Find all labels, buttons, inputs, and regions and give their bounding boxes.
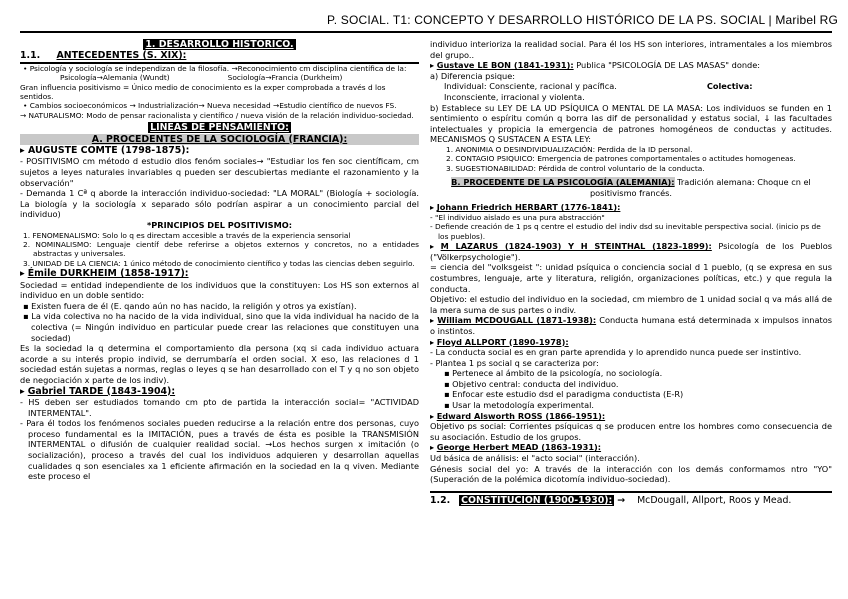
lineas-heading: LINEAS DE PENSAMIENTO: bbox=[150, 122, 289, 134]
allport-point-2: - Plantea 1 ps social q se caracteriza por: bbox=[430, 357, 599, 368]
antecedentes-positivismo: Gran influencia positivismo = Único medio de conocimiento es la exper comprobada a través d los sentidos. bbox=[20, 82, 386, 102]
lebon-heading: ▸ Gustave LE BON (1841-1931): Publica "PSICOLOGÍA DE LAS MASAS" donde: bbox=[430, 60, 761, 71]
section-1-2-heading: 1.2. CONSTITUCION (1900-1930): → McDougall, Allport, Roos y Mead. bbox=[430, 491, 832, 506]
lazarus-objetivo: Objetivo: el estudio del individuo en la sociedad, cm miembro de 1 unidad social q va más allá de la mera suma de sus partes o indiv. bbox=[430, 294, 832, 315]
allport-point-1: - La conducta social es en gran parte aprendida y lo aprendido nunca puede ser instintivo. bbox=[430, 347, 802, 358]
tarde-point-1: - HS deben ser estudiados tomando cm pto de partida la interacción social= "ACTIVIDAD INTERMENTAL". bbox=[20, 397, 419, 418]
antecedentes-disciplines: Psicología→Alemania (Wundt) Sociología→Francia (Durkheim) bbox=[60, 73, 343, 83]
principio-1: 1. FENOMENALISMO: Solo lo q es directam accesible a través de la experiencia sensorial bbox=[23, 230, 351, 240]
section-1-heading: 1. DESARROLLO HISTÓRICO. bbox=[145, 39, 294, 50]
lazarus-volksgeist: = ciencia del "volksgeist ": unidad psíquica o conciencia social d 1 pueblo, (q se expresa en sus costumbres, lenguaje, arte y literatura, religión, organizaciones políticas, etc.) y que regula la conducta. bbox=[430, 262, 832, 294]
document-author: Maribel RG bbox=[775, 13, 838, 27]
antecedentes-item-2: • Cambios socioeconómicos → Industrialización→ Nueva necesidad →Estudio científico de nuevos FS. bbox=[23, 101, 397, 111]
allport-sub-3: ▪ Enfocar este estudio dsd el paradigma conductista (E-R) bbox=[444, 389, 684, 400]
durkheim-sociedad: Sociedad = entidad independiente de los individuos que la constituyen: Los HS son externos al individuo en un doble sentido: bbox=[20, 279, 419, 301]
durkheim-point-1: ▪ Existen fuera de él (E. qando aún no has nacido, la religión y otros ya existían). bbox=[23, 300, 357, 311]
lebon-mecanismo-3: 3. SUGESTIONABILIDAD: Pérdida de control voluntario de la conducta. bbox=[446, 163, 705, 173]
allport-sub-1: ▪ Pertenece al ámbito de la psicología, no sociología. bbox=[444, 368, 663, 379]
section-1-1-heading: 1.1. ANTECEDENTES (S. XIX): bbox=[20, 50, 419, 63]
ross-objetivo: Objetivo ps social: Corrientes psíquicas q se producen entre los hombres como consecuencia de su asociación. Estudio de los grupos. bbox=[430, 421, 832, 442]
section-b-heading: B. PROCEDENTE DE LA PSICOLOGÍA (ALEMANIA): Tradición alemana: Choque cn el positivismo francés. bbox=[451, 177, 811, 198]
comte-heading: ▸ AUGUSTE COMTE (1798-1875): bbox=[20, 145, 190, 157]
lebon-b: b) Establece su LEY DE LA UD PSÍQUICA O MENTAL DE LA MASA: Los individuos se funden en 1 sentimiento o espíritu común q borra las dif de personalidad y estatus social, ↓ las facultades intelectuales y propicia la emergencia de patrones homogéneos de conductas y actitudes. MECANISMOS Q SUSTACEN A ESTA LEY: bbox=[430, 102, 832, 145]
herbart-heading: ▸ Johann Friedrich HERBART (1776-1841): bbox=[430, 202, 621, 213]
lebon-mecanismo-2: 2. CONTAGIO PSIQUICO: Emergencia de patrones comportamentales o actitudes homogeneas. bbox=[446, 154, 796, 164]
mcdougall-heading: ▸ William MCDOUGALL (1871-1938): Conducta humana está determinada x impulsos innatos o instintos. bbox=[430, 315, 832, 336]
principios-heading: *PRINCIPIOS DEL POSITIVISMO: bbox=[147, 220, 292, 231]
tarde-continuation: individuo interioriza la realidad social. Para él los HS son interiores, intramentales a los miembros del grupo.. bbox=[430, 39, 832, 60]
right-column bbox=[430, 39, 832, 506]
section-a-heading: A. PROCEDENTES DE LA SOCIOLOGÍA (FRANCIA): bbox=[20, 134, 419, 145]
lebon-a: a) Diferencia psique: bbox=[430, 70, 516, 81]
mead-heading: ▸ George Herbert MEAD (1863-1931): bbox=[430, 442, 602, 453]
principio-2: 2. NOMINALISMO: Lenguaje científ debe referirse a objetos externos y concretos, no a entidades abstractas y universales. bbox=[23, 240, 419, 259]
comte-positivismo: - POSITIVISMO cm método d estudio dlos fenóm sociales→ "Estudiar los fen soc científicam, cm sujetos a leyes naturales invariables q pueden ser descubiertas mediante el razonamiento y la observación" bbox=[20, 156, 419, 188]
antecedentes-item-1: • Psicología y sociología se independizan de la filosofía. →Reconocimiento cm disciplina científica de la: bbox=[23, 63, 407, 73]
left-column bbox=[20, 39, 419, 482]
allport-sub-2: ▪ Objetivo central: conducta del individuo. bbox=[444, 378, 619, 389]
durkheim-heading: ▸ Émile DURKHEIM (1858-1917): bbox=[20, 268, 189, 280]
header-rule bbox=[20, 31, 832, 33]
durkheim-comportamiento: Es la sociedad la q determina el comportamiento dla persona (xq si cada individuo actuara acorde a su interés propio individ, se derrumbaría el orden social. X eso, las relaciones d 1 sociedad están sujetas a normas, reglas o leyes q se han desarrollado con el T y q no son objeto de negociación x parte de los indiv). bbox=[20, 343, 419, 385]
comte-moral: - Demanda 1 Cª q aborde la interacción individuo-sociedad: "LA MORAL" (Biología + sociología. La biología y la sociología x separado sólo podrían aspirar a un conocimiento parcial del individuo) bbox=[20, 188, 419, 220]
header-separator: | bbox=[768, 13, 772, 27]
allport-sub-4: ▪ Usar la metodología experimental. bbox=[444, 400, 595, 411]
ross-heading: ▸ Edward Alsworth ROSS (1866-1951): bbox=[430, 410, 606, 421]
durkheim-point-2: ▪ La vida colectiva no ha nacido de la vida individual, sino que la vida individual ha nacido de la colectiva (= Ningún individuo en particular puede crear las relaciones que constituyen una sociedad) bbox=[23, 311, 419, 343]
herbart-point-1: - "El individuo aislado es una pura abstracción" bbox=[430, 212, 605, 222]
tarde-point-2: - Para él todos los fenómenos sociales pueden reducirse a la relación entre dos personas, cuyo proceso fundamental es la IMITACIÓN, pues a través de ésta es posible la TRANSMISIÓN INTERMENTAL o difusión de cualquier realidad social. →Los hechos surgen x imitación (o socialización), proceso a través del cual los individuos adquieren y desarrollan aquellas cualidades q son esenciales xa 1 eficiente afirmación en la sociedad en la q viven. Mediante este proceso el bbox=[20, 418, 419, 482]
tarde-heading: ▸ Gabriel TARDE (1843-1904): bbox=[20, 385, 176, 397]
mead-point-1: Ud básica de análisis: el "acto social" (interacción). bbox=[430, 453, 640, 464]
lebon-a-psique: Individual: Consciente, racional y pacífica. Colectiva: bbox=[444, 81, 753, 92]
lazarus-heading: ▸ M LAZARUS (1824-1903) Y H STEINTHAL (1823-1899): Psicología de los Pueblos ("Völkerpsychologie"). bbox=[430, 241, 832, 262]
mead-point-2: Génesis social del yo: A través de la interacción con los demás conformamos ntro "YO" (Superación de la polémica dicotomía individuo-sociedad). bbox=[430, 463, 832, 485]
lebon-mecanismo-1: 1. ANONIMIA O DESINDIVIDUALIZACIÓN: Perdida de la ID personal. bbox=[446, 144, 693, 154]
page-header bbox=[0, 13, 838, 27]
lebon-a-colectiva: Inconsciente, irracional y violenta. bbox=[444, 91, 585, 102]
allport-heading: ▸ Floyd ALLPORT (1890-1978): bbox=[430, 336, 569, 347]
principio-3: 3. UNIDAD DE LA CIENCIA: 1 único método de conocimiento científico y todas las ciencias deben seguirlo. bbox=[23, 258, 415, 268]
document-title: P. SOCIAL. T1: CONCEPTO Y DESARROLLO HISTÓRICO DE LA PS. SOCIAL bbox=[327, 13, 765, 27]
herbart-point-2: - Defiende creación de 1 ps q centre el estudio del indiv dsd su inevitable perspectiva social. (inicio ps de los pueblos). bbox=[430, 222, 821, 241]
antecedentes-naturalismo: → NATURALISMO: Modo de pensar racionalista y científico / nueva visión de la relación individuo-sociedad. bbox=[20, 110, 414, 120]
